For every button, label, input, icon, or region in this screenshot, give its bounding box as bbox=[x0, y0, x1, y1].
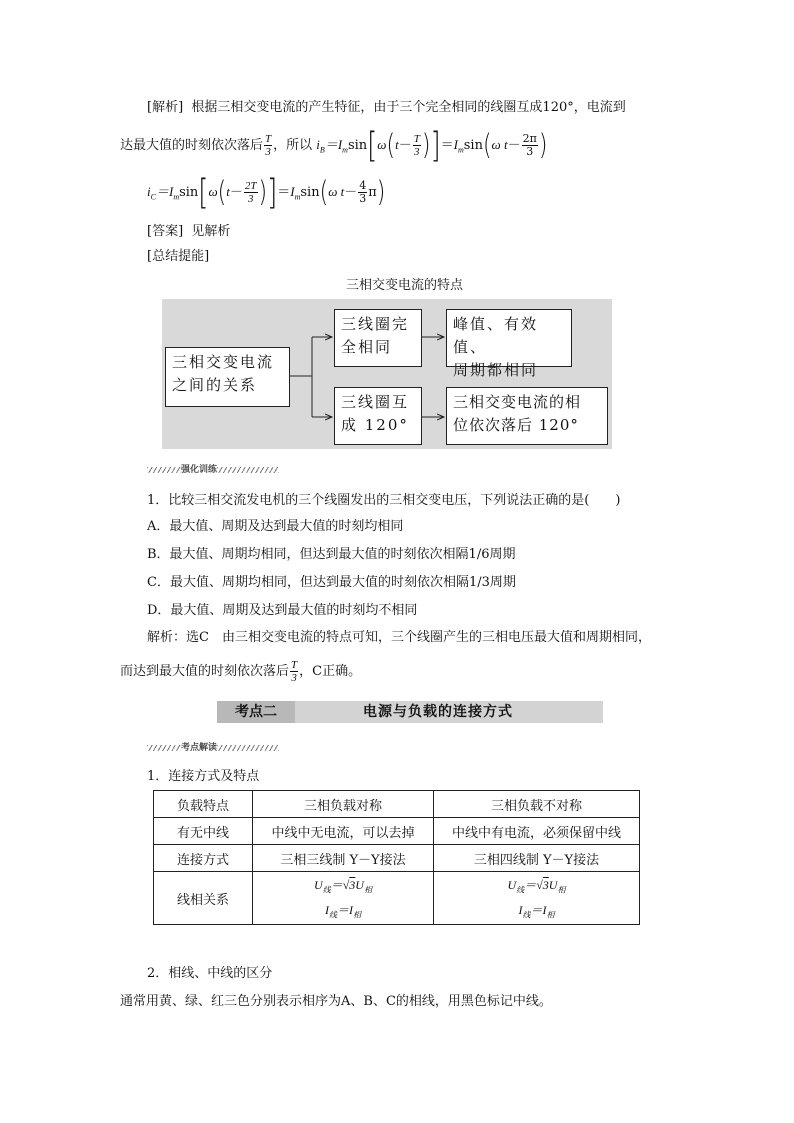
analysis-text-2: 达最大值的时刻依次落后 bbox=[120, 138, 264, 153]
analysis-line-2: 达最大值的时刻依次落后 $\frac{T}{3}$ ，所以 $i_B=I_m\sin[\omega(t-$ $\frac{T}{3}$ )]$=I_m\sin(\omega$ t－ $\frac{2\pi}{3}$ ) bbox=[120, 125, 548, 166]
section-title: 电源与负载的连接方式 bbox=[363, 704, 513, 720]
table-row: 有无中线 中线中无电流，可以去掉 中线中有电流，必须保留中线 bbox=[154, 818, 640, 845]
option-b: B．最大值、周期均相同，但达到最大值的时刻依次相隔1/6周期 bbox=[147, 547, 516, 562]
question-stem: 1．比较三相交流发电机的三个线圈发出的三相交变电压，下列说法正确的是( ) bbox=[147, 493, 621, 508]
analysis-text-1: 根据三相交变电流的产生特征，由于三个完全相同的线圈互成120°，电流到 bbox=[191, 100, 626, 115]
fraction-T-over-3: $\frac{T}{3}$ bbox=[265, 133, 272, 158]
answer-text: 见解析 bbox=[191, 224, 231, 239]
relation-asymmetric: $U_线=√3U_相$ $I_线=I_相$ bbox=[434, 872, 640, 925]
analysis-suffix: ，所以 bbox=[273, 138, 313, 153]
same-values-box: 峰值、有效值、 周期都相同 bbox=[446, 309, 572, 367]
relation-symmetric: $U_线=√3U_相$ $I_线=I_相$ bbox=[253, 872, 434, 925]
section-2-heading: 2．相线、中线的区分 bbox=[147, 966, 273, 981]
relation-label: 线相关系 bbox=[154, 872, 253, 925]
interpret-heading: 考点解读 bbox=[147, 740, 279, 753]
connection-table bbox=[153, 790, 640, 925]
table-row bbox=[154, 872, 640, 925]
answer-line bbox=[147, 220, 230, 239]
solution-line-1: 解析：选C 由三相交变电流的特点可知，三个线圈产生的三相电压最大值和周期相同， bbox=[147, 630, 651, 645]
summary-label: [总结提能] bbox=[147, 249, 210, 264]
option-c: C．最大值、周期均相同，但达到最大值的时刻依次相隔1/3周期 bbox=[147, 575, 516, 590]
section-banner bbox=[217, 701, 603, 723]
coils-120-box: 三线圈互 成 120° bbox=[334, 387, 422, 445]
analysis-line-1 bbox=[147, 96, 626, 115]
section-1-heading: 1．连接方式及特点 bbox=[147, 769, 260, 784]
section-tag: 考点二 bbox=[217, 701, 295, 723]
option-d: D．最大值、周期及达到最大值的时刻均不相同 bbox=[147, 603, 418, 618]
section-2-text: 通常用黄、绿、红三色分别表示相序为A、B、C的相线，用黑色标记中线。 bbox=[120, 994, 552, 1009]
characteristics-diagram bbox=[162, 299, 612, 449]
formula-iB: $i_B=I_m$ bbox=[316, 137, 348, 155]
phase-lag-box: 三相交变电流的相 位依次落后 120° bbox=[446, 387, 608, 445]
solution-line-2: 而达到最大值的时刻依次落后 $\frac{T}{3}$ ，C正确。 bbox=[120, 659, 362, 684]
analysis-label: [解析] bbox=[147, 100, 184, 115]
training-heading: 强化训练 bbox=[147, 462, 279, 475]
identical-coils-box: 三线圈完 全相同 bbox=[334, 309, 422, 367]
answer-label: [答案] bbox=[147, 224, 184, 239]
table-header-row: 负载特点 三相负载对称 三相负载不对称 bbox=[154, 791, 640, 818]
analysis-line-3: $i_C=I_m\sin[\omega(t-$ $\frac{2T}{3}$ )]$=I_m\sin(\omega$ t－ $\frac{4}{3}$ π) bbox=[147, 172, 386, 213]
formula-iC: $i_C=I_m$ bbox=[147, 184, 180, 202]
table-row: 连接方式 三相三线制 Y－Y接法 三相四线制 Y－Y接法 bbox=[154, 845, 640, 872]
option-a: A．最大值、周期及达到最大值的时刻均相同 bbox=[147, 519, 404, 534]
relation-box: 三相交变电流 之间的关系 bbox=[165, 347, 290, 407]
diagram-title: 三相交变电流的特点 bbox=[346, 278, 464, 293]
